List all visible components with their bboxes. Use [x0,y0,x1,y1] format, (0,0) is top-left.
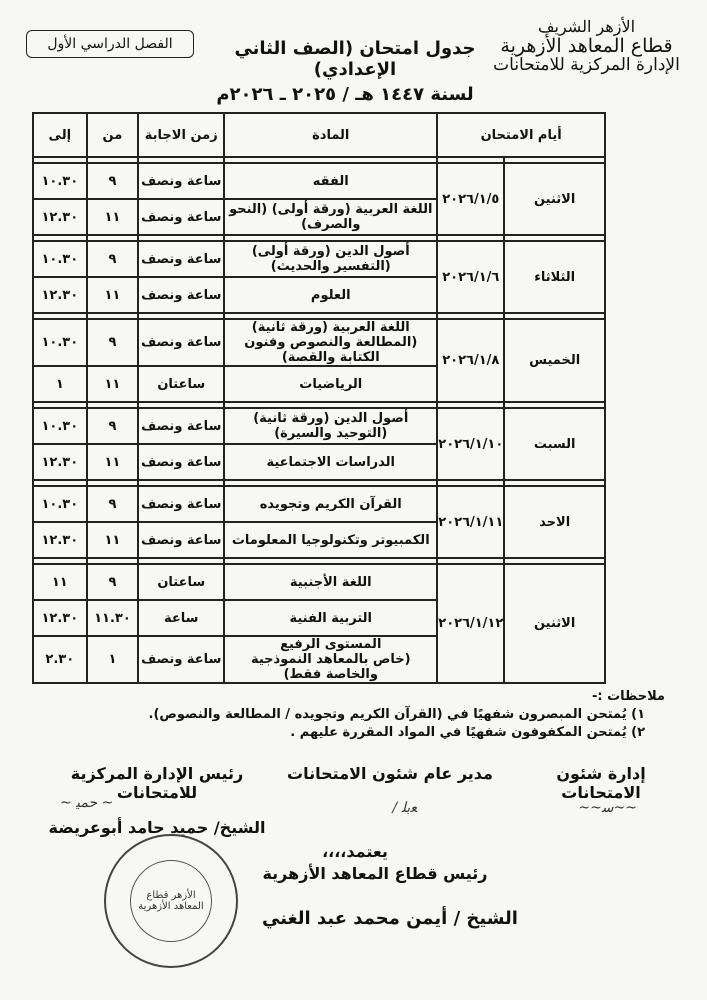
subject-line: اللغة العربية (ورقة ثانية) [251,320,410,335]
semester-box: الفصل الدراسي الأول [26,30,194,58]
page-title: جدول امتحان (الصف الثاني الإعدادي) [234,38,476,80]
subject-cell [224,600,437,636]
subject-line: اللغة الأجنبية [289,574,372,590]
subject-line: اللغة العربية (ورقة أولى) (النحو والصرف) [229,202,433,232]
from-cell: ٩ [87,408,139,444]
table-row [33,564,605,600]
subject-cell [224,366,437,402]
time-cell: ساعة ونصف [138,636,224,683]
from-cell: ٩ [87,564,139,600]
subject-line: أصول الدين (ورقة ثانية) [253,411,409,426]
note-item: ١) يُمتحن المبصرون شفهيًا في (القرآن الكريم وتجويده / المطالعة والنصوص). [148,707,645,722]
subject-cell [224,636,437,683]
sector-head-title: رئيس قطاع المعاهد الأزهرية [262,864,488,883]
subject-cell [224,277,437,313]
time-cell: ساعة ونصف [138,444,224,480]
time-cell: ساعة ونصف [138,199,224,235]
subject-line: الكمبيوتر وتكنولوجيا المعلومات [231,532,430,548]
subject-line: (التوحيد والسيرة) [274,426,388,441]
to-cell: ١٢.٣٠ [33,522,87,558]
time-cell: ساعتان [138,564,224,600]
from-cell: ١١ [87,366,139,402]
date-cell: ٢٠٢٦/١/١٠ [437,408,504,480]
subject-line: أصول الدين (ورقة أولى) [251,244,410,259]
table-header-row [33,113,605,157]
subject-line: القرآن الكريم وتجويده [259,496,402,512]
logo-line: الإدارة المركزية للامتحانات [493,55,680,76]
subject-line: الرياضيات [299,376,363,392]
azhar-logo [484,18,689,75]
subject-cell [224,522,437,558]
day-cell: الثلاثاء [504,241,605,313]
to-cell: ١ [33,366,87,402]
subject-line: (المطالعة والنصوص وفنون الكتابة والقصة) [244,335,418,365]
signature-mark: ﻌﺑﻠ / [392,800,417,816]
subject-cell [224,486,437,522]
logo-line: قطاع المعاهد الأزهرية [500,34,673,57]
from-cell: ٩ [87,319,139,366]
subject-line: المستوى الرفيع [280,637,382,652]
to-cell: ٢.٣٠ [33,636,87,683]
to-cell: ١٠.٣٠ [33,408,87,444]
date-cell: ٢٠٢٦/١/٦ [437,241,504,313]
time-cell: ساعة ونصف [138,486,224,522]
header-time: زمن الاجابة [138,113,224,157]
time-cell: ساعة ونصف [138,241,224,277]
signature-mark: ~~ﺳ~~ [578,800,637,816]
to-cell: ١١ [33,564,87,600]
day-cell: الاثنين [504,163,605,235]
time-cell: ساعتان [138,366,224,402]
sector-head-name: الشيخ / أيمن محمد عبد الغني [262,908,518,929]
from-cell: ١١ [87,444,139,480]
from-cell: ١ [87,636,139,683]
subject-line: التربية الفنية [289,610,373,626]
notes-section [65,688,665,742]
subject-cell [224,564,437,600]
header-to: إلى [33,113,87,157]
from-cell: ٩ [87,241,139,277]
stamp-inner: الأزهر قطاع المعاهد الأزهرية [130,860,212,942]
subject-cell [224,241,437,277]
notes-heading: ملاحظات :- [591,689,665,704]
time-cell: ساعة ونصف [138,319,224,366]
from-cell: ٩ [87,486,139,522]
to-cell: ١٠.٣٠ [33,486,87,522]
time-cell: ساعة ونصف [138,163,224,199]
time-cell: ساعة ونصف [138,277,224,313]
date-cell: ٢٠٢٦/١/٥ [437,163,504,235]
subject-line: العلوم [310,287,351,303]
logo-line: الأزهر الشريف [537,17,636,36]
from-cell: ١١ [87,522,139,558]
day-cell: السبت [504,408,605,480]
academic-year: لسنة ١٤٤٧ هـ / ٢٠٢٥ ـ ٢٠٢٦م [216,84,474,105]
day-cell: الاحد [504,486,605,558]
table-row [33,163,605,199]
header-subject: المادة [224,113,437,157]
from-cell: ١١.٣٠ [87,600,139,636]
exam-schedule-table [32,112,606,684]
subject-cell [224,444,437,480]
subject-line: (خاص بالمعاهد النموذجية والخاصة فقط) [250,652,411,682]
day-cell: الاثنين [504,564,605,683]
subject-cell [224,408,437,444]
table-row [33,241,605,277]
subject-cell [224,319,437,366]
subject-cell [224,163,437,199]
table-row [33,486,605,522]
table-row [33,408,605,444]
header-from: من [87,113,139,157]
time-cell: ساعة ونصف [138,522,224,558]
header-days: أيام الامتحان [437,113,605,157]
date-cell: ٢٠٢٦/١/١١ [437,486,504,558]
day-cell: الخميس [504,319,605,402]
signature-mark: ~ ﺣﻤﻴ ~ [60,795,114,811]
to-cell: ١٢.٣٠ [33,444,87,480]
time-cell: ساعة ونصف [138,408,224,444]
subject-line: الفقه [312,173,349,189]
signature-central-admin: رئيس الإدارة المركزية للامتحانات [70,764,244,802]
note-item: ٢) يُمتحن المكفوفون شفهيًا في المواد المقررة عليهم . [290,725,645,740]
to-cell: ١٢.٣٠ [33,199,87,235]
schedule-body [33,157,605,683]
central-admin-name: الشيخ/ حميد حامد أبوعريضة [48,818,266,837]
subject-line: (التفسير والحديث) [270,259,391,274]
from-cell: ٩ [87,163,139,199]
to-cell: ١٢.٣٠ [33,277,87,313]
approval-label: يعتمد،،،، [322,842,388,861]
signature-exams-admin: إدارة شئون الامتحانات [556,764,646,802]
to-cell: ١٠.٣٠ [33,163,87,199]
date-cell: ٢٠٢٦/١/١٢ [437,564,504,683]
official-stamp [104,834,238,968]
from-cell: ١١ [87,277,139,313]
table-row [33,319,605,366]
to-cell: ١٢.٣٠ [33,600,87,636]
subject-cell [224,199,437,235]
time-cell: ساعة [138,600,224,636]
date-cell: ٢٠٢٦/١/٨ [437,319,504,402]
signature-general-manager: مدير عام شئون الامتحانات [287,764,493,783]
subject-line: الدراسات الاجتماعية [266,454,396,470]
from-cell: ١١ [87,199,139,235]
to-cell: ١٠.٣٠ [33,319,87,366]
to-cell: ١٠.٣٠ [33,241,87,277]
